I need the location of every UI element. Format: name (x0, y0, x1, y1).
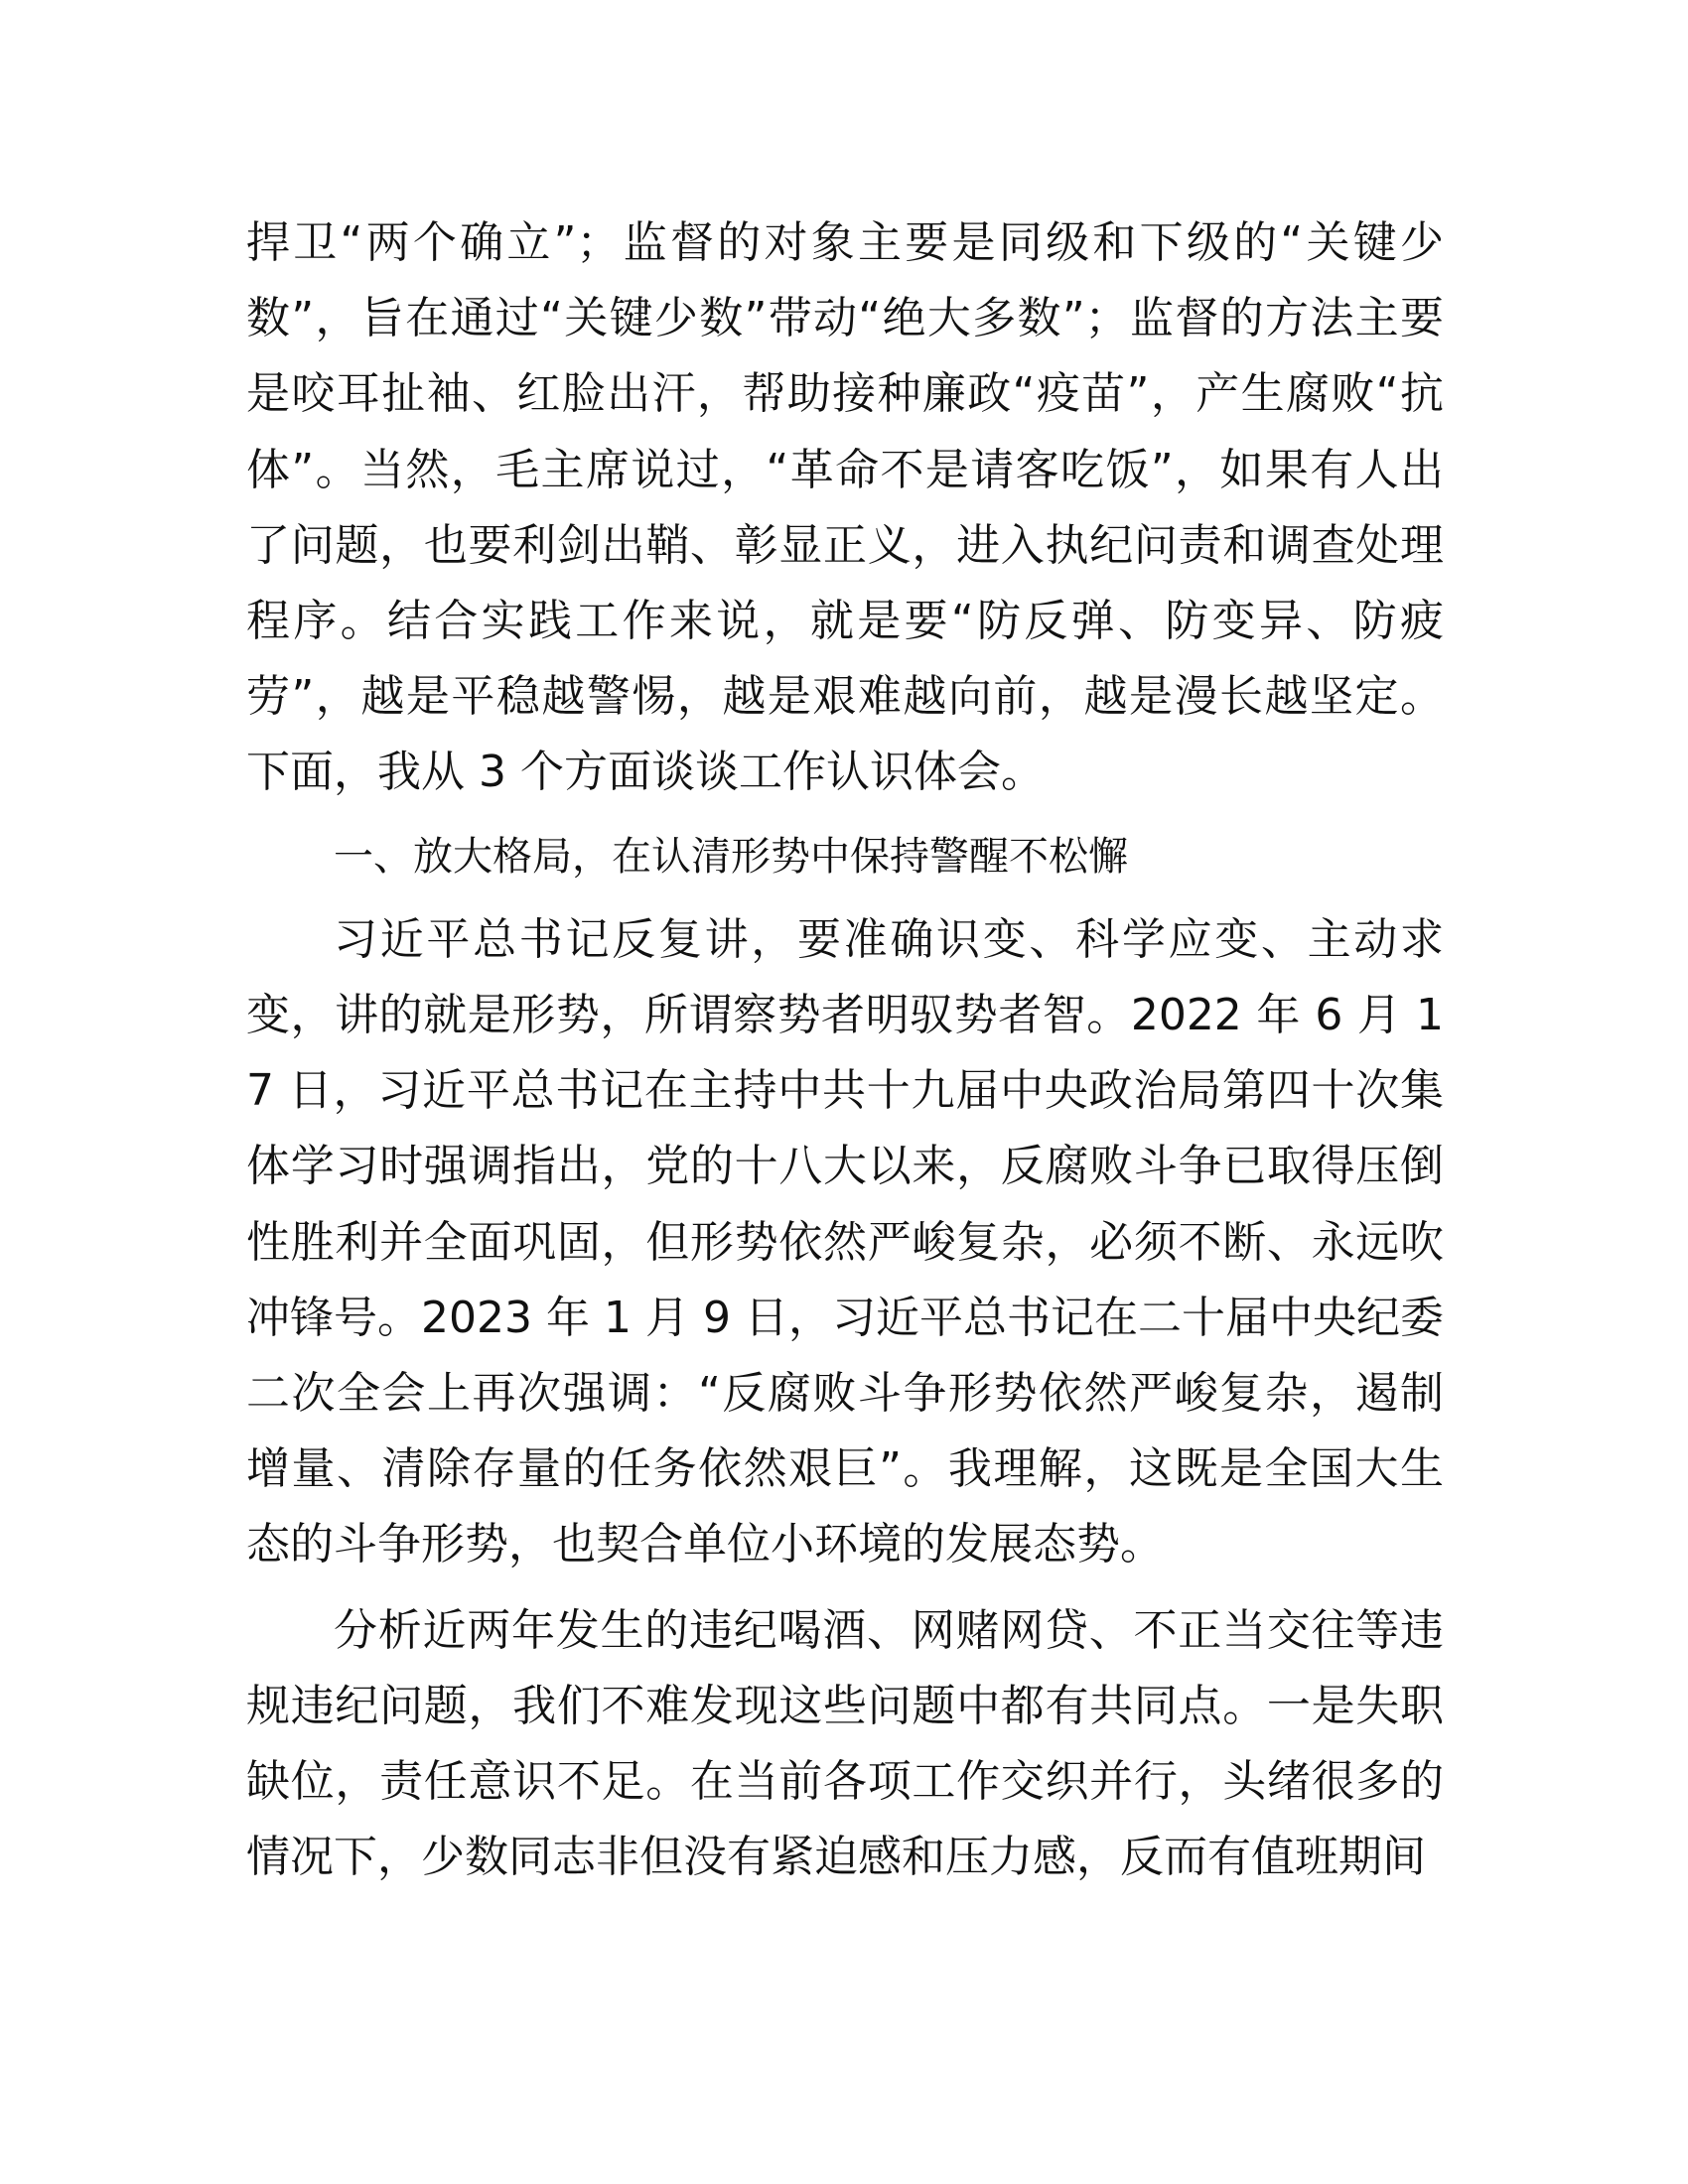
document-body (246, 205, 1444, 1895)
section-heading: 一、放大格局，在认清形势中保持警醒不松懈 (334, 833, 1128, 880)
paragraph-analysis: 分析近两年发生的违纪喝酒、网赌网贷、不正当交往等违规违纪问题，我们不难发现这些问题中都有共同点。一是失职缺位，责任意识不足。在当前各项工作交织并行，头绪很多的情况下，少数同志非但没有紧迫感和压力感，反而有值班期间 (246, 1604, 1444, 1883)
paragraph-continuation: 捍卫“两个确立”；监督的对象主要是同级和下级的“关键少数”，旨在通过“关键少数”带动“绝大多数”；监督的方法主要是咬耳扯袖、红脸出汗，帮助接种廉政“疫苗”，产生腐败“抗体”。当然，毛主席说过，“革命不是请客吃饭”，如果有人出了问题，也要利剑出鞘、彰显正义，进入执纪问责和调查处理程序。结合实践工作来说，就是要“防反弹、防变异、防疲劳”，越是平稳越警惕，越是艰难越向前，越是漫长越坚定。下面，我从 3 个方面谈谈工作认识体会。 (246, 217, 1444, 798)
paragraph-situation: 习近平总书记反复讲，要准确识变、科学应变、主动求变，讲的就是形势，所谓察势者明驭势者智。2022 年 6 月 17 日，习近平总书记在主持中共十九届中央政治局第四十次集体学习时强调指出，党的十八大以来，反腐败斗争已取得压倒性胜利并全面巩固，但形势依然严峻复杂，必须不断、永远吹冲锋号。2023 年 1 月 9 日，习近平总书记在二十届中央纪委二次全会上再次强调：“反腐败斗争形势依然严峻复杂，遏制增量、清除存量的任务依然艰巨”。我理解，这既是全国大生态的斗争形势，也契合单位小环境的发展态势。 (246, 913, 1444, 1570)
